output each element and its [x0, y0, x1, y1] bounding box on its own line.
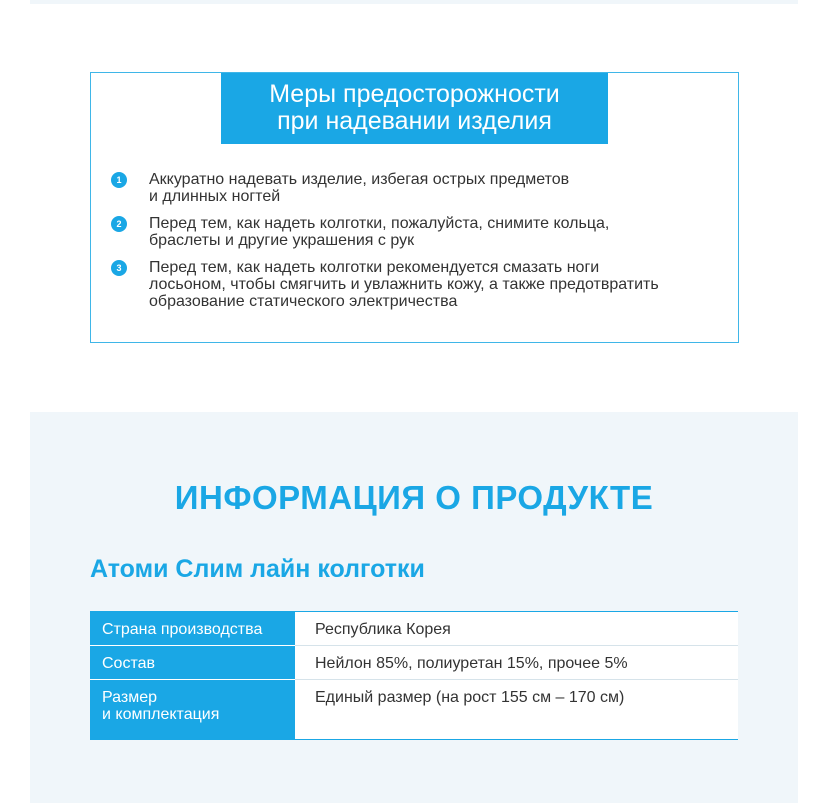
spec-value: Республика Корея [295, 612, 738, 646]
caution-title-line-2: при надевании изделия [277, 107, 552, 135]
caution-title-line-1: Меры предосторожности [269, 80, 560, 108]
caution-item-text-line: Перед тем, как надеть колготки рекомендуется смазать ноги [149, 259, 600, 276]
caution-item-text-line: браслеты и другие украшения с рук [149, 232, 415, 249]
number-badge-icon: 3 [111, 260, 127, 276]
spec-value: Единый размер (на рост 155 см – 170 см) [315, 689, 625, 706]
spec-key-label: Страна производства [102, 621, 263, 638]
product-spec-table [90, 611, 738, 740]
number-badge-icon: 1 [111, 172, 127, 188]
spec-key [90, 680, 295, 740]
spec-key-label: Размер [102, 689, 157, 706]
table-row [90, 680, 738, 740]
caution-item-text-line: образование статического электричества [149, 293, 458, 310]
product-name: Атоми Слим лайн колготки [90, 555, 425, 583]
product-info-section [30, 412, 798, 803]
spec-value: Нейлон 85%, полиуретан 15%, прочее 5% [295, 646, 738, 680]
spec-key-label: и комплектация [102, 706, 220, 723]
caution-box [90, 72, 739, 343]
spec-key [90, 612, 295, 646]
top-divider-strip [30, 0, 798, 4]
caution-title [221, 73, 608, 144]
caution-item-text-line: Аккуратно надевать изделие, избегая острых предметов [149, 171, 570, 188]
table-row [90, 612, 738, 646]
caution-item-2 [111, 215, 721, 249]
caution-item-text-line: лосьоном, чтобы смягчить и увлажнить кожу, а также предотвратить [149, 276, 659, 293]
product-info-heading: ИНФОРМАЦИЯ О ПРОДУКТЕ [174, 479, 654, 516]
spec-key [90, 646, 295, 680]
caution-list [111, 171, 721, 320]
spec-key-label: Состав [102, 655, 155, 672]
number-badge-icon: 2 [111, 216, 127, 232]
table-row [90, 646, 738, 680]
caution-item-text-line: и длинных ногтей [149, 188, 281, 205]
caution-item-text-line: Перед тем, как надеть колготки, пожалуйста, снимите кольца, [149, 215, 610, 232]
caution-item-3 [111, 259, 721, 310]
caution-item-1 [111, 171, 721, 205]
